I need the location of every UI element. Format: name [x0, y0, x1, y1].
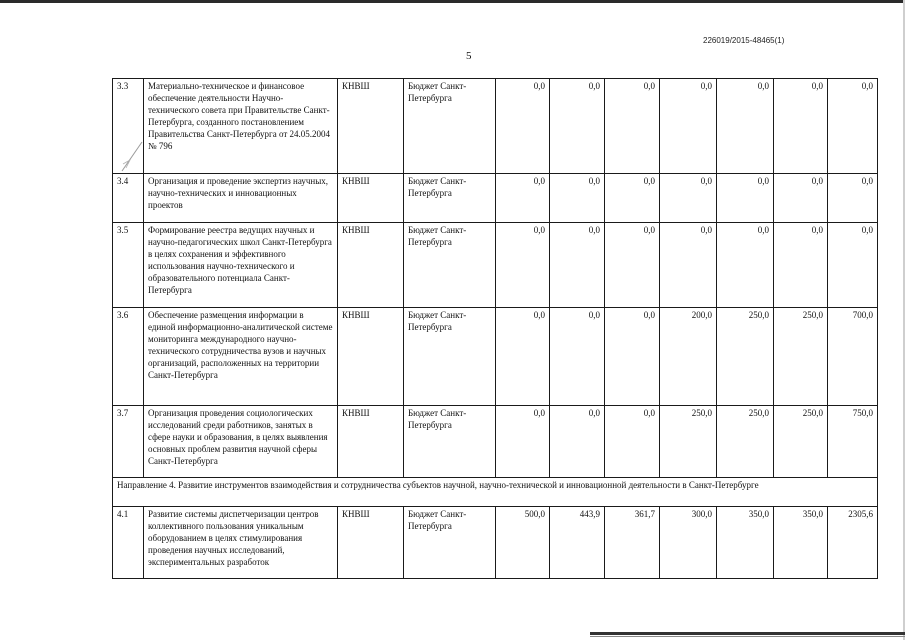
- executor: КНВШ: [338, 308, 404, 406]
- value-total: 0,0: [828, 174, 878, 223]
- table-row: [113, 174, 878, 223]
- value-year-2: 443,9: [550, 507, 605, 579]
- value-year-5: 0,0: [717, 174, 774, 223]
- row-number: 3.3: [113, 79, 144, 174]
- value-year-1: 0,0: [496, 406, 550, 478]
- row-number: 3.5: [113, 223, 144, 308]
- executor: КНВШ: [338, 223, 404, 308]
- value-year-5: 350,0: [717, 507, 774, 579]
- value-total: 0,0: [828, 223, 878, 308]
- value-year-6: 250,0: [774, 406, 828, 478]
- scan-border-bottom: [590, 632, 905, 635]
- activity-name: Формирование реестра ведущих научных и научно-педагогических школ Санкт-Петербурга в целях сохранения и эффективного использования научно-технического и образовательного потенциала Санкт-Петербурга: [144, 223, 338, 308]
- executor: КНВШ: [338, 406, 404, 478]
- funding-source: Бюджет Санкт-Петербурга: [404, 174, 496, 223]
- value-year-1: 0,0: [496, 223, 550, 308]
- value-year-5: 250,0: [717, 308, 774, 406]
- value-year-1: 0,0: [496, 79, 550, 174]
- value-year-4: 300,0: [660, 507, 717, 579]
- row-number: 3.7: [113, 406, 144, 478]
- row-number: 3.4: [113, 174, 144, 223]
- value-year-4: 0,0: [660, 223, 717, 308]
- value-year-4: 0,0: [660, 174, 717, 223]
- value-year-6: 0,0: [774, 79, 828, 174]
- funding-source: Бюджет Санкт-Петербурга: [404, 223, 496, 308]
- value-year-6: 250,0: [774, 308, 828, 406]
- value-year-6: 0,0: [774, 223, 828, 308]
- program-table: [112, 78, 878, 579]
- value-year-2: 0,0: [550, 79, 605, 174]
- activity-name: Развитие системы диспетчеризации центров коллективного пользования уникальным оборудованием в целях стимулирования проведения научных исследований, экспериментальных разработок: [144, 507, 338, 579]
- scan-border-top: [0, 0, 905, 3]
- executor: КНВШ: [338, 79, 404, 174]
- value-year-1: 0,0: [496, 174, 550, 223]
- value-year-2: 0,0: [550, 174, 605, 223]
- funding-source: Бюджет Санкт-Петербурга: [404, 308, 496, 406]
- value-total: 750,0: [828, 406, 878, 478]
- value-year-4: 200,0: [660, 308, 717, 406]
- table-row: [113, 308, 878, 406]
- activity-name: Организация и проведение экспертиз научных, научно-технических и инновационных проектов: [144, 174, 338, 223]
- value-year-3: 361,7: [605, 507, 660, 579]
- direction-header: Направление 4. Развитие инструментов взаимодействия и сотрудничества субъектов научной, научно-технической и инновационной деятельности в Санкт-Петербурге: [113, 478, 878, 507]
- value-year-2: 0,0: [550, 406, 605, 478]
- value-year-5: 250,0: [717, 406, 774, 478]
- row-number: 3.6: [113, 308, 144, 406]
- scan-border-bottom-thin: [590, 636, 905, 637]
- value-year-6: 350,0: [774, 507, 828, 579]
- funding-source: Бюджет Санкт-Петербурга: [404, 507, 496, 579]
- direction-header-row: [113, 478, 878, 507]
- row-number: 4.1: [113, 507, 144, 579]
- activity-name: Материально-техническое и финансовое обеспечение деятельности Научно-технического совета при Правительстве Санкт-Петербурга, созданного постановлением Правительства Санкт-Петербурга от 24.05.2004 № 796: [144, 79, 338, 174]
- value-year-4: 250,0: [660, 406, 717, 478]
- value-year-1: 500,0: [496, 507, 550, 579]
- document-id: 226019/2015-48465(1): [703, 36, 785, 45]
- value-year-3: 0,0: [605, 174, 660, 223]
- value-year-6: 0,0: [774, 174, 828, 223]
- page-number: 5: [466, 50, 472, 62]
- table-row: [113, 79, 878, 174]
- value-total: 700,0: [828, 308, 878, 406]
- value-total: 0,0: [828, 79, 878, 174]
- executor: КНВШ: [338, 507, 404, 579]
- activity-name: Организация проведения социологических исследований среди работников, занятых в сфере науки и образования, в целях выявления основных проблем развития научной сферы Санкт-Петербурга: [144, 406, 338, 478]
- value-year-2: 0,0: [550, 223, 605, 308]
- value-year-3: 0,0: [605, 79, 660, 174]
- table-row: [113, 406, 878, 478]
- table-row: [113, 507, 878, 579]
- value-year-5: 0,0: [717, 79, 774, 174]
- value-total: 2305,6: [828, 507, 878, 579]
- executor: КНВШ: [338, 174, 404, 223]
- activity-name: Обеспечение размещения информации в единой информационно-аналитической системе мониторинга международного научно-технического сотрудничества вузов и научных организаций, расположенных на территории Санкт-Петербурга: [144, 308, 338, 406]
- table-row: [113, 223, 878, 308]
- value-year-1: 0,0: [496, 308, 550, 406]
- value-year-4: 0,0: [660, 79, 717, 174]
- value-year-3: 0,0: [605, 308, 660, 406]
- funding-source: Бюджет Санкт-Петербурга: [404, 406, 496, 478]
- value-year-2: 0,0: [550, 308, 605, 406]
- value-year-5: 0,0: [717, 223, 774, 308]
- value-year-3: 0,0: [605, 223, 660, 308]
- funding-source: Бюджет Санкт-Петербурга: [404, 79, 496, 174]
- value-year-3: 0,0: [605, 406, 660, 478]
